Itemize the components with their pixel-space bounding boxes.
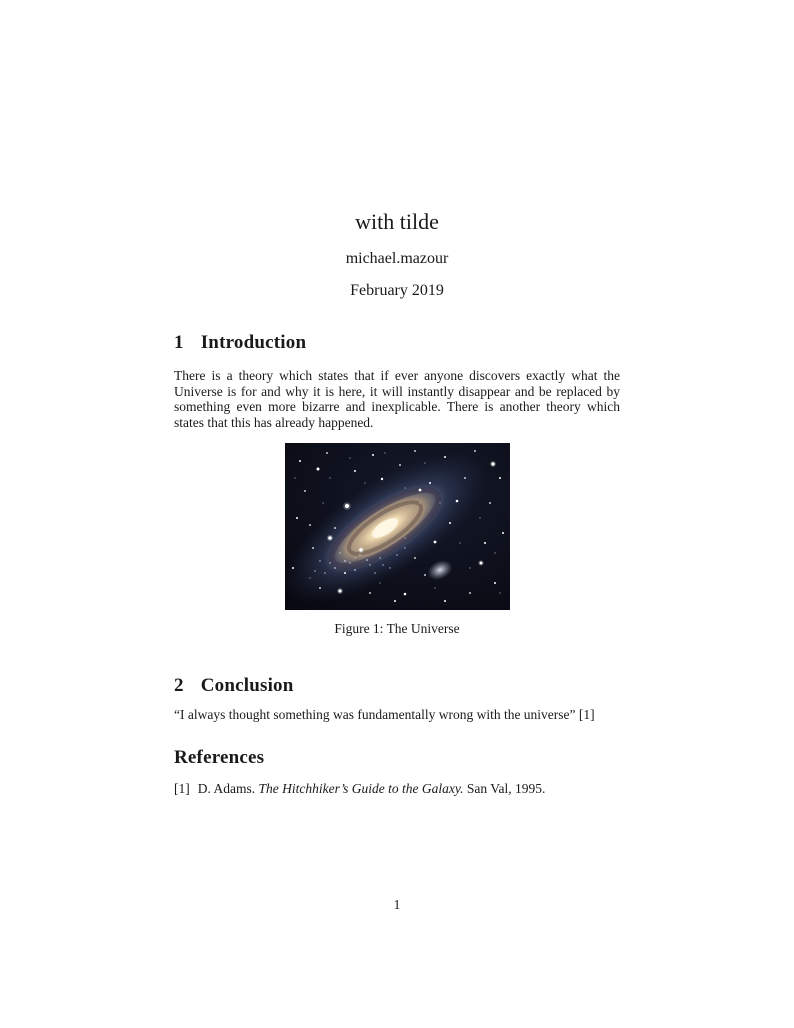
section-number-introduction: 1 bbox=[174, 332, 184, 353]
page-number: 1 bbox=[393, 897, 401, 912]
section-heading-introduction bbox=[174, 331, 620, 354]
document-date: February 2019 bbox=[350, 282, 444, 299]
conclusion-paragraph: “I always thought something was fundamentally wrong with the universe” [1] bbox=[174, 707, 595, 722]
reference-publisher: San Val, 1995. bbox=[466, 781, 546, 796]
document-author: michael.mazour bbox=[345, 250, 449, 267]
introduction-paragraph: There is a theory which states that if ever anyone discovers exactly what the Universe is for and why it is here, it will instantly disappear and be replaced by something even more bizarre and inexplicable. There is another theory which states that this has already happened. bbox=[174, 368, 620, 430]
references-heading: References bbox=[174, 747, 265, 768]
reference-authors: D. Adams. bbox=[197, 781, 256, 796]
reference-label: [1] bbox=[174, 781, 190, 796]
document-title: with tilde bbox=[355, 209, 439, 234]
reference-text bbox=[198, 781, 620, 797]
andromeda-galaxy-photo bbox=[285, 443, 510, 610]
document-content bbox=[174, 0, 620, 797]
section-label-introduction: Introduction bbox=[200, 332, 307, 353]
reference-title: The Hitchhiker’s Guide to the Galaxy. bbox=[258, 781, 464, 796]
section-heading-conclusion bbox=[174, 674, 620, 697]
figure-block bbox=[174, 443, 620, 637]
section-label-conclusion: Conclusion bbox=[200, 675, 294, 696]
figure-caption: Figure 1: The Universe bbox=[334, 621, 460, 636]
reference-entry bbox=[174, 781, 620, 797]
section-number-conclusion: 2 bbox=[174, 675, 184, 696]
